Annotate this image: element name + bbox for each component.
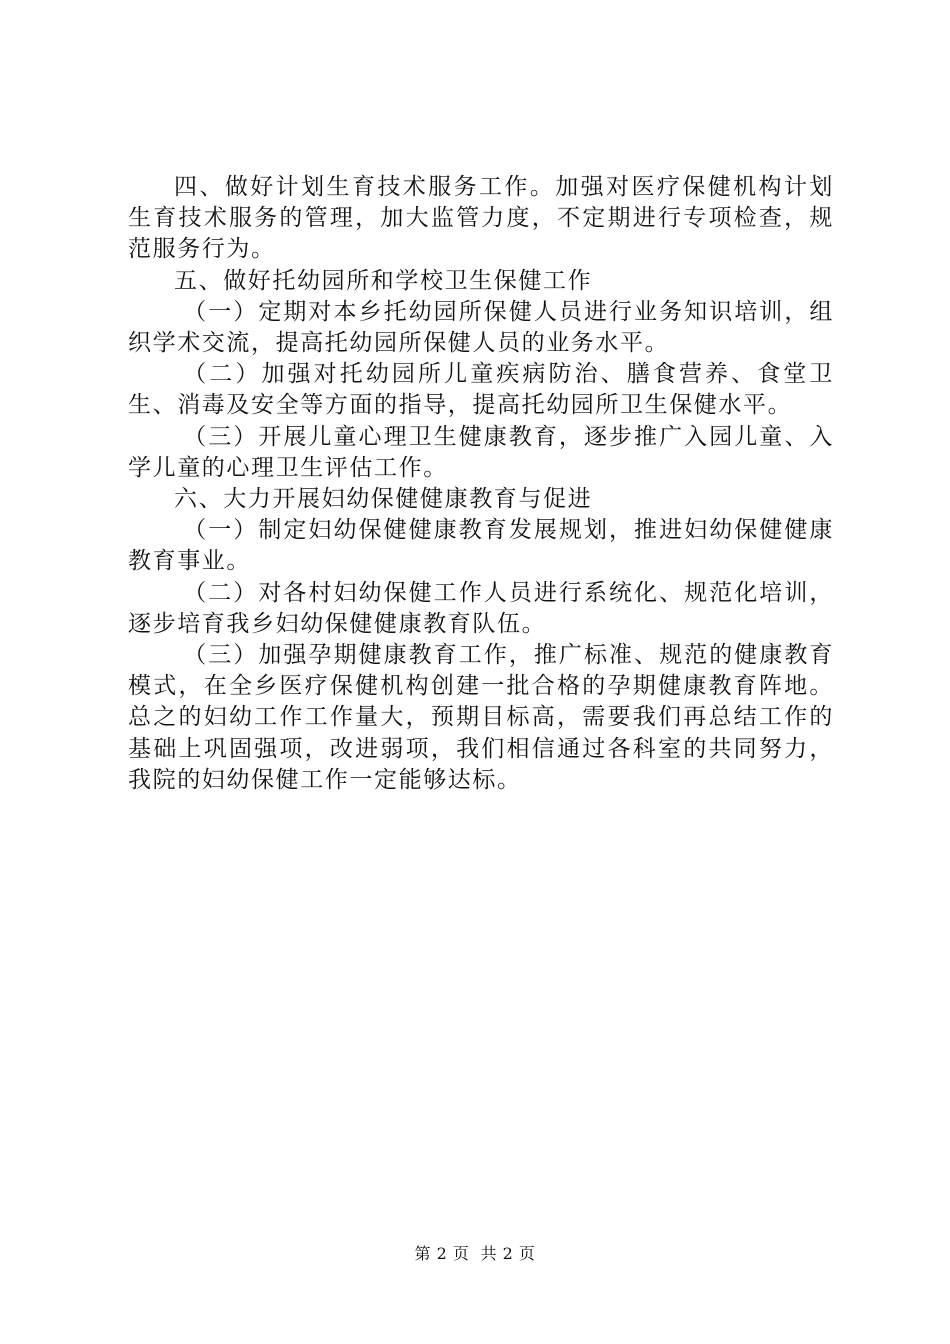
paragraph-six-item-three: （三）加强孕期健康教育工作，推广标准、规范的健康教育模式，在全乡医疗保健机构创建一批合格的孕期健康教育阵地。总之的妇幼工作工作量大，预期目标高，需要我们再总结工作的基础上巩固强项，改进弱项，我们相信通过各科室的共同努力，我院的妇幼保健工作一定能够达标。 (128, 642, 834, 793)
paragraph-six-item-two: （二）对各村妇幼保健工作人员进行系统化、规范化培训，逐步培育我乡妇幼保健健康教育队伍。 (128, 579, 834, 637)
heading-section-five: 五、做好托幼园所和学校卫生保健工作 (174, 267, 593, 294)
paragraph-section-four: 四、做好计划生育技术服务工作。加强对医疗保健机构计划生育技术服务的管理，加大监管力度，不定期进行专项检查，规范服务行为。 (128, 174, 834, 263)
paragraph-five-item-three: （三）开展儿童心理卫生健康教育，逐步推广入园儿童、入学儿童的心理卫生评估工作。 (128, 423, 834, 481)
document-body (128, 172, 834, 796)
page-footer (0, 1241, 950, 1264)
paragraph-five-item-two: （二）加强对托幼园所儿童疾病防治、膳食营养、食堂卫生、消毒及安全等方面的指导，提高托幼园所卫生保健水平。 (128, 361, 834, 419)
heading-section-six: 六、大力开展妇幼保健健康教育与促进 (174, 486, 593, 513)
paragraph-five-item-one: （一）定期对本乡托幼园所保健人员进行业务知识培训，组织学术交流，提高托幼园所保健人员的业务水平。 (128, 298, 834, 357)
paragraph-six-item-one: （一）制定妇幼保健健康教育发展规划，推进妇幼保健健康教育事业。 (128, 517, 834, 575)
page-number-label: 第 2 页 共 2 页 (414, 1244, 536, 1263)
